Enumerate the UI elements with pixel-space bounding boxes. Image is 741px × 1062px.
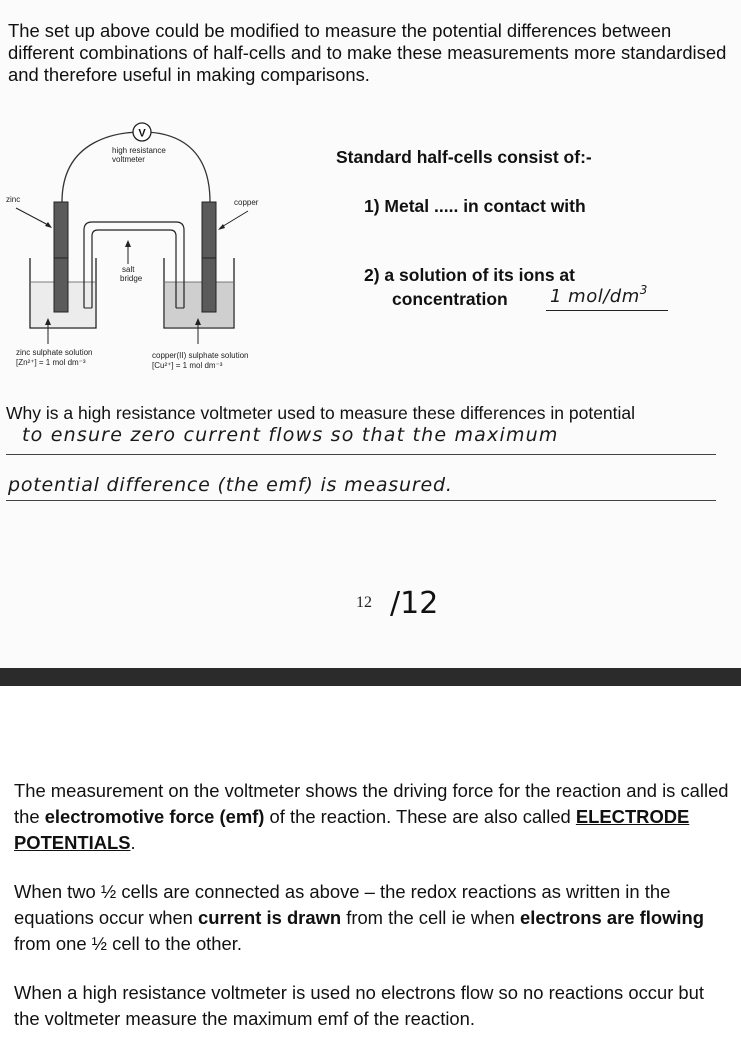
voltmeter-symbol: V (138, 127, 146, 140)
standard-half-cells-title: Standard half-cells consist of:- (336, 147, 592, 167)
zinc-solution-label-line2: [Zn²⁺] = 1 mol dm⁻³ (16, 358, 86, 367)
electrode-potentials-term: ELECTRODE POTENTIALS (14, 806, 690, 853)
worksheet-page-lower (0, 686, 741, 1062)
voltmeter-paragraph: When a high resistance voltmeter is used no electrons flow so no reactions occur but the voltmeter measure the maximum emf of the reaction. (14, 982, 704, 1029)
voltmeter-label-line1: high resistance (112, 146, 166, 155)
zinc-label: zinc (6, 195, 21, 204)
score-mark (340, 586, 460, 636)
question-text: Why is a high resistance voltmeter used to measure these differences in potential (6, 403, 636, 423)
standard-item-1: 1) Metal ..... in contact with (364, 196, 586, 216)
emf-term: electromotive force (emf) (44, 806, 265, 827)
score-printed: 12 (356, 594, 372, 611)
copper-solution-label-line2: [Cu²⁺] = 1 mol dm⁻³ (152, 361, 223, 370)
handwritten-answer-line2: potential difference (the emf) is measured. (8, 474, 453, 496)
answer-rule-1 (6, 454, 716, 455)
zinc-solution-label-line1: zinc sulphate solution (16, 348, 93, 357)
salt-bridge-label-line1: salt (122, 265, 135, 274)
salt-bridge-label-line2: bridge (120, 274, 143, 283)
copper-solution-label-line1: copper(II) sulphate solution (152, 351, 249, 360)
electrochemical-cell-diagram (0, 118, 330, 378)
page-divider (0, 668, 741, 686)
concentration-answer-line (546, 310, 668, 311)
copper-label: copper (234, 198, 259, 207)
current-drawn-paragraph: When two ½ cells are connected as above – the redox reactions as written in the equations occur when current is drawn from the cell ie when electrons are flowing from one ½ cell to the other. (14, 881, 704, 954)
handwritten-superscript: 3 (639, 283, 648, 297)
current-drawn-term: current is drawn (198, 907, 342, 928)
standard-item-2-line2: concentration (392, 289, 508, 309)
voltmeter-label-line2: voltmeter (112, 155, 145, 164)
handwritten-concentration: 1 mol/$dm^3$ (550, 283, 648, 307)
electrons-flowing-term: electrons are flowing (520, 907, 704, 928)
intro-paragraph: The set up above could be modified to measure the potential differences between different combinations of half-cells and to make these measurements more standardised and therefore useful in making comparisons. (8, 20, 727, 85)
standard-item-2-line1: 2) a solution of its ions at (364, 265, 575, 285)
score-handwritten: /12 (390, 586, 439, 621)
answer-rule-2 (6, 500, 716, 501)
handwritten-answer-line1: to ensure zero current flows so that the maximum (22, 424, 559, 446)
emf-paragraph: The measurement on the voltmeter shows the driving force for the reaction and is called the electromotive force (emf) of the reaction. These are also called ELECTRODE POTENTIALS. (14, 780, 729, 853)
